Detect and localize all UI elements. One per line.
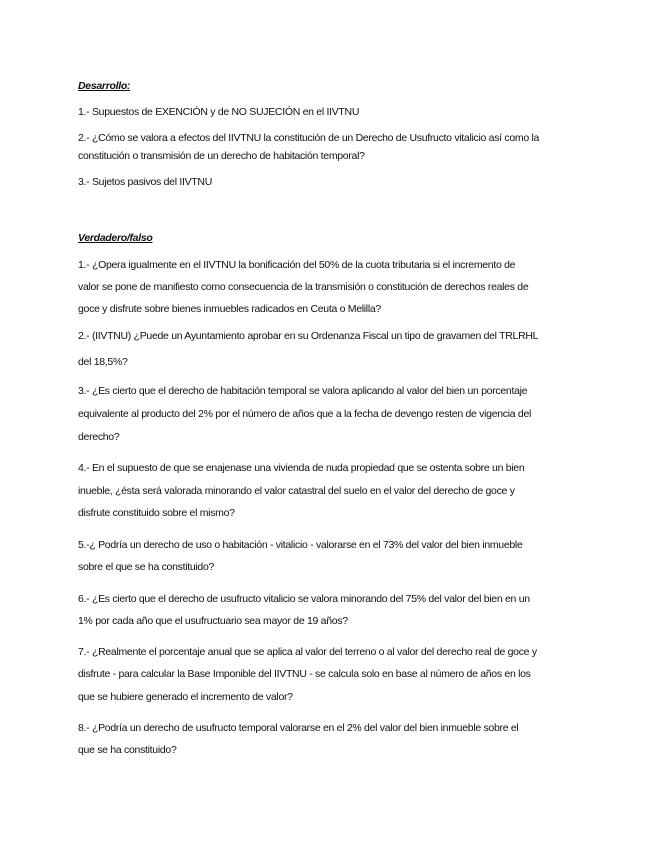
- section-heading-verdadero-falso: Verdadero/falso: [78, 232, 153, 244]
- vf-item-1-cont: valor se pone de manifiesto como consecuencia de la transmisión o constitución de derechos reales de: [78, 281, 529, 293]
- vf-item-6-cont: 1% por cada año que el usufructuario sea mayor de 19 años?: [78, 615, 348, 627]
- vf-item-4: 4.- En el supuesto de que se enajenase una vivienda de nuda propiedad que se ostenta sobre un bien: [78, 462, 525, 474]
- desarrollo-item-1: 1.- Supuestos de EXENCIÓN y de NO SUJECIÓN en el IIVTNU: [78, 106, 360, 118]
- vf-item-5: 5.-¿ Podría un derecho de uso o habitación - vitalicio - valorarse en el 73% del valor del bien inmueble: [78, 539, 523, 551]
- desarrollo-item-3: 3.- Sujetos pasivos del IIVTNU: [78, 176, 212, 188]
- vf-item-4-cont: inueble, ¿ésta será valorada minorando el valor catastral del suelo en el valor del derecho de goce y: [78, 485, 515, 497]
- vf-item-2: 2.- (IIVTNU) ¿Puede un Ayuntamiento aprobar en su Ordenanza Fiscal un tipo de gravamen del TRLRHL: [78, 330, 539, 342]
- vf-item-6: 6.- ¿Es cierto que el derecho de usufructo vitalicio se valora minorando del 75% del valor del bien en un: [78, 593, 530, 605]
- vf-item-2-cont: del 18,5%?: [78, 356, 128, 368]
- vf-item-8: 8.- ¿Podría un derecho de usufructo temporal valorarse en el 2% del valor del bien inmueble sobre el: [78, 722, 519, 734]
- vf-item-3: 3.- ¿Es cierto que el derecho de habitación temporal se valora aplicando al valor del bien un porcentaje: [78, 385, 528, 397]
- vf-item-7: 7.- ¿Realmente el porcentaje anual que se aplica al valor del terreno o al valor del derecho real de goce y: [78, 646, 537, 658]
- vf-item-1-cont: goce y disfrute sobre bienes inmuebles radicados en Ceuta o Melilla?: [78, 303, 381, 315]
- vf-item-4-cont: disfrute constituido sobre el mismo?: [78, 507, 235, 519]
- desarrollo-item-2: 2.- ¿Cómo se valora a efectos del IIVTNU la constitución de un Derecho de Usufructo vitalicio así como la: [78, 132, 540, 144]
- vf-item-8-cont: que se ha constituido?: [78, 744, 177, 756]
- vf-item-3-cont: equivalente al producto del 2% por el número de años que a la fecha de devengo resten de vigencia del: [78, 408, 532, 420]
- vf-item-7-cont: que se hubiere generado el incremento de valor?: [78, 691, 293, 703]
- vf-item-7-cont: disfrute - para calcular la Base Imponible del IIVTNU - se calcula solo en base al número de años en los: [78, 668, 531, 680]
- vf-item-3-cont: derecho?: [78, 431, 120, 443]
- vf-item-5-cont: sobre el que se ha constituido?: [78, 561, 215, 573]
- desarrollo-item-2-cont: constitución o transmisión de un derecho de habitación temporal?: [78, 150, 365, 162]
- section-heading-desarrollo: Desarrollo:: [78, 80, 131, 92]
- vf-item-1: 1.- ¿Opera igualmente en el IIVTNU la bonificación del 50% de la cuota tributaria si el incremento de: [78, 259, 516, 271]
